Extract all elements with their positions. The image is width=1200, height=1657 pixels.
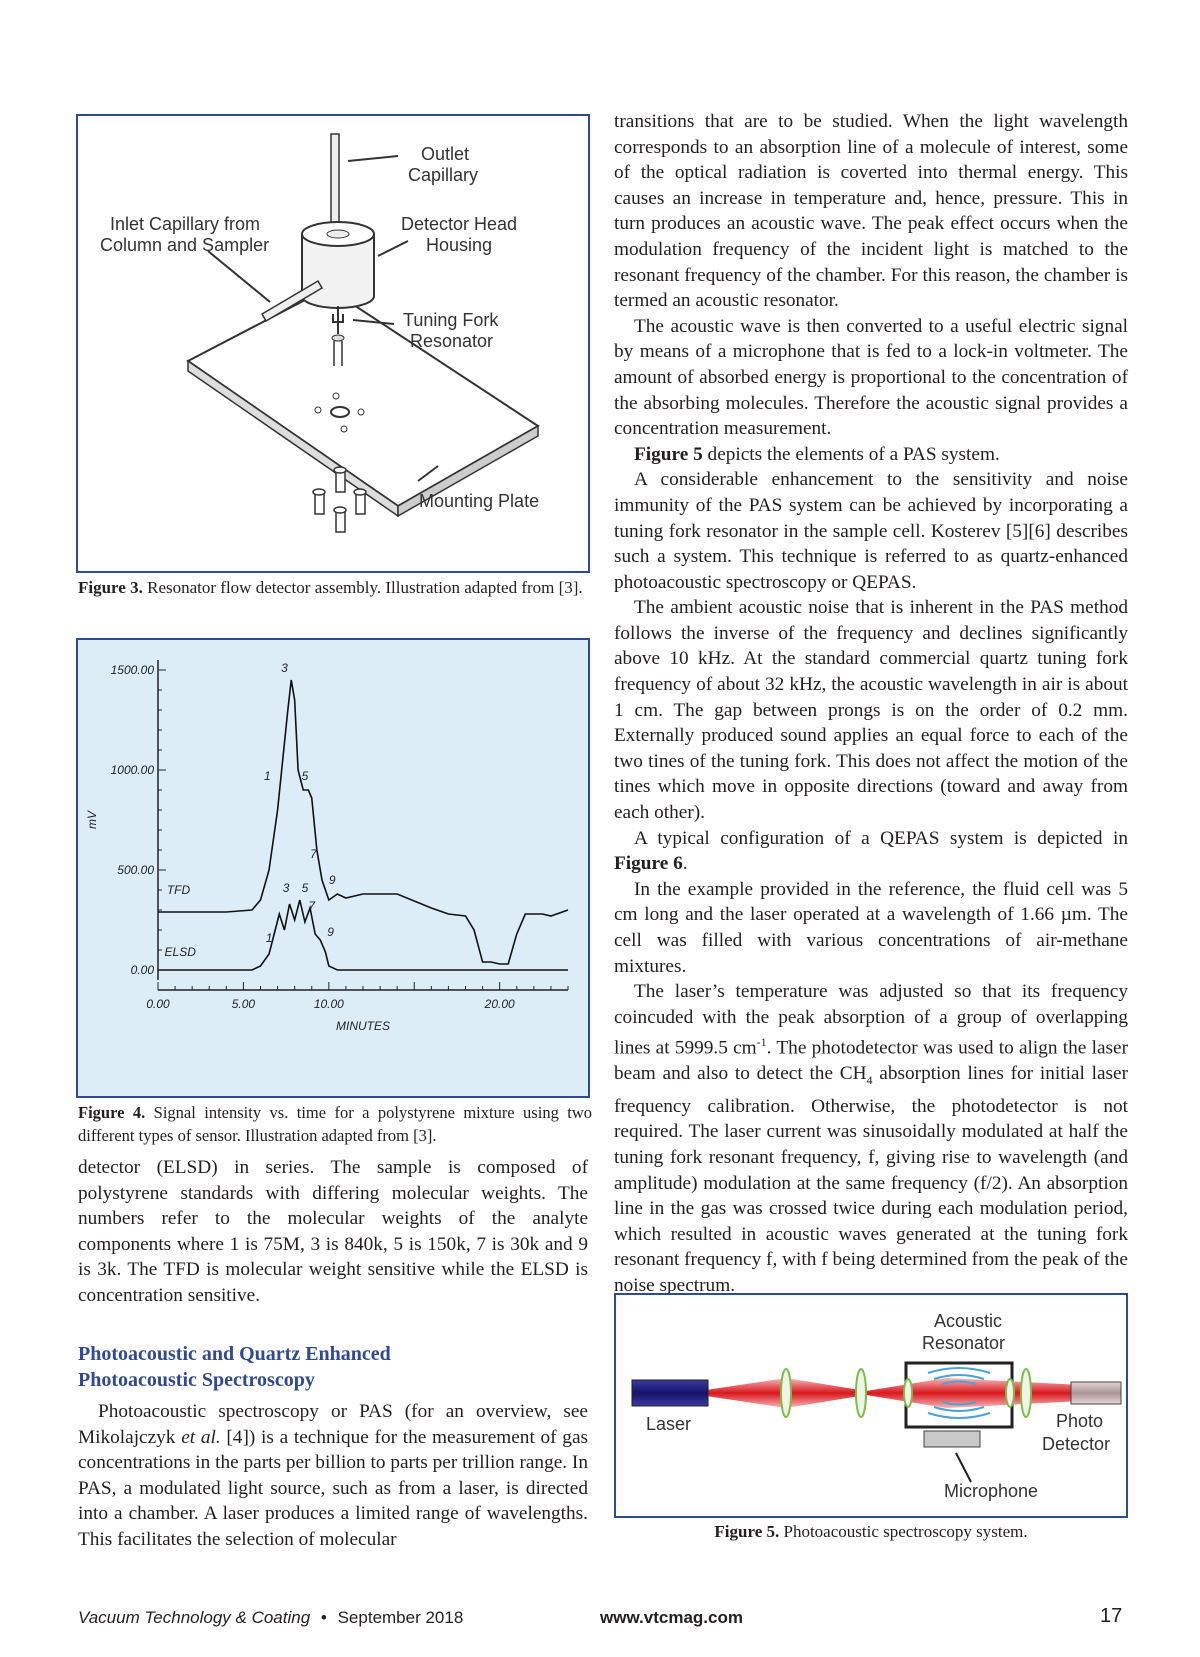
outlet-capillary xyxy=(331,134,339,230)
y-axis-label: mV xyxy=(85,811,99,829)
chart-annotation: 5 xyxy=(301,769,309,783)
lens-2 xyxy=(856,1369,866,1417)
right-paragraph-2: The acoustic wave is then converted to a useful electric signal by means of a microphone that is fed to a lock-in voltmeter. The amount of absorbed energy is proportional to the concentration of the absorbing molecules. Therefore the acoustic signal provides a concentration measurement. xyxy=(614,315,1128,440)
footer-bullet: • xyxy=(320,1608,327,1627)
right-paragraph-7: In the example provided in the reference, the fluid cell was 5 cm long and the laser operated at a wavelength of 1.66 µm. The cell was filled with various concentrations of air-methane mixtures. xyxy=(614,878,1128,977)
footer-left xyxy=(78,1608,463,1628)
label-laser: Laser xyxy=(646,1414,692,1434)
right-p6-b: . xyxy=(682,853,688,875)
figure-4-frame xyxy=(76,638,590,1098)
chart-annotation: 1 xyxy=(263,769,271,783)
lens-3 xyxy=(1021,1369,1031,1417)
right-p8-a: The laser’s temperature was adjusted so that its frequency coincuded with the peak absorption of a group of overlapping lines at 5999.5 cm xyxy=(614,981,1128,1059)
section-heading xyxy=(78,1341,578,1393)
label-outlet-2: Capillary xyxy=(408,165,479,185)
left-paragraph-2 xyxy=(78,1399,588,1553)
left-column-text xyxy=(78,1155,588,1309)
chart-annotation: 9 xyxy=(327,925,334,939)
figure-3-caption-text: Resonator flow detector assembly. Illustration adapted from [3]. xyxy=(142,578,583,597)
figure-3-illustration xyxy=(78,116,588,571)
y-tick-label: 1500.00 xyxy=(110,663,154,677)
chart-annotation: 7 xyxy=(308,899,316,913)
laser-source xyxy=(632,1380,708,1406)
figure-4-caption-text: Signal intensity vs. time for a polystyrene mixture using two different types of sensor. Illustration adapted from [3]. xyxy=(78,1103,592,1145)
x-tick-label: 5.00 xyxy=(231,997,256,1011)
label-inlet-2: Column and Sampler xyxy=(100,235,270,255)
label-tuning-2: Resonator xyxy=(410,331,494,351)
right-p8-c: absorption lines for initial laser frequency calibration. Otherwise, the photodetector is not required. The laser current was sinusoidally modulated at half the tuning fork resonant frequency, f, giving rise to wavelength (and amplitude) modulation at the same frequency (f/2). An absorption line in the gas was crossed twice during each modulation period, which resulted in acoustic waves generated at the tuning fork resonant frequency f, with f being determined from the peak of the noise spectrum. xyxy=(614,1063,1128,1296)
label-resonator: Resonator xyxy=(922,1333,1006,1353)
label-microphone: Microphone xyxy=(944,1481,1039,1501)
chart-annotation: 7 xyxy=(310,847,317,861)
label-tuning-1: Tuning Fork xyxy=(403,310,499,330)
label-inlet-1: Inlet Capillary from xyxy=(110,214,261,234)
laser-beam xyxy=(706,1378,1121,1408)
figure-5-frame xyxy=(614,1293,1128,1518)
section-heading-line-1: Photoacoustic and Quartz Enhanced xyxy=(78,1343,391,1365)
label-photo: Photo xyxy=(1056,1411,1104,1431)
right-p8-sup: -1 xyxy=(756,1035,767,1050)
lens-1 xyxy=(781,1369,791,1417)
chart-annotation: TFD xyxy=(166,883,191,897)
footer-journal: Vacuum Technology & Coating xyxy=(78,1608,311,1627)
left-column-pas-text xyxy=(78,1399,588,1553)
right-paragraph-8 xyxy=(614,979,1128,1298)
figure-5-illustration xyxy=(616,1295,1126,1516)
y-tick-label: 500.00 xyxy=(117,863,154,877)
photo-detector xyxy=(1071,1382,1121,1404)
y-tick-label: 0.00 xyxy=(130,963,154,977)
page-number: 17 xyxy=(1100,1605,1123,1627)
label-detector: Detector xyxy=(1042,1434,1111,1454)
section-heading-line-2: Photoacoustic Spectroscopy xyxy=(78,1369,315,1391)
right-p3-bold: Figure 5 xyxy=(634,443,703,465)
chart-annotation: 3 xyxy=(282,881,290,895)
right-paragraph-3 xyxy=(614,442,1128,468)
x-axis-label: MINUTES xyxy=(336,1019,390,1033)
right-p6-a: A typical configuration of a QEPAS system is depicted in xyxy=(634,827,1128,849)
x-tick-label: 10.00 xyxy=(313,997,344,1011)
right-p3-rest: depicts the elements of a PAS system. xyxy=(702,443,1000,465)
series-line-tfd xyxy=(158,680,568,964)
right-paragraph-6 xyxy=(614,826,1128,877)
chart-annotation: 1 xyxy=(265,931,273,945)
microphone xyxy=(924,1431,980,1447)
chart-annotation: ELSD xyxy=(164,945,196,959)
chart-annotation: 3 xyxy=(281,661,288,675)
right-paragraph-1: transitions that are to be studied. When the light wavelength corresponds to an absorption line of a molecule of interest, some of the optical radiation is coverted into thermal energy. This causes an increase in temperature and, hence, pressure. This in turn produces an acoustic wave. The peak effect occurs when the modulation frequency of the incident light is matched to the resonant frequency of the chamber. For this reason, the chamber is termed an acoustic resonator. xyxy=(614,111,1128,312)
figure-5-caption-label: Figure 5. xyxy=(714,1522,780,1541)
x-tick-label: 0.00 xyxy=(146,997,170,1011)
figure-4-caption xyxy=(78,1101,592,1147)
y-tick-label: 1000.00 xyxy=(110,763,154,777)
figure-3-caption-label: Figure 3. xyxy=(78,578,143,597)
figure-4-chart xyxy=(78,640,588,1096)
figure-5-caption-text: Photoacoustic spectroscopy system. xyxy=(779,1522,1028,1541)
x-tick-label: 20.00 xyxy=(484,997,515,1011)
label-detector-2: Housing xyxy=(426,235,493,255)
chart-annotation: 9 xyxy=(328,873,336,887)
label-detector-1: Detector Head xyxy=(401,214,518,234)
figure-3-caption xyxy=(78,576,588,599)
series-line-elsd xyxy=(158,900,568,970)
label-acoustic: Acoustic xyxy=(934,1311,1003,1331)
chart-annotation: 5 xyxy=(301,881,309,895)
left-p2-etal: et al. xyxy=(181,1426,221,1448)
right-p8-sub: 4 xyxy=(866,1073,873,1088)
footer-date: September 2018 xyxy=(337,1608,464,1627)
right-column-text xyxy=(614,109,1128,1299)
right-paragraph-5: The ambient acoustic noise that is inherent in the PAS method follows the inverse of the frequency and declines significantly above 10 kHz. At the standard commercial quartz tuning fork frequency of about 32 kHz, the acoustic wavelength in air is about 1 cm. The gap between prongs is on the order of 0.2 mm. Externally produced sound applies an equal force to each of the two tines of the tuning fork. This does not affect the motion of the tines which move in opposite directions (toward and away from each other). xyxy=(614,597,1128,824)
left-paragraph-1: detector (ELSD) in series. The sample is composed of polystyrene standards with differing molecular weights. The numbers refer to the molecular weights of the analyte components where 1 is 75M, 3 is 840k, 5 is 150k, 7 is 30k and 9 is 3k. The TFD is molecular weight sensitive while the ELSD is concentration sensitive. xyxy=(78,1157,588,1306)
left-p2-b: [4]) is a technique for the measurement of gas concentrations in the parts per billion to parts per trillion range. In PAS, a modulated light source, such as from a laser, is directed into a chamber. A laser produces a limited range of wavelengths. This facilitates the selection of molecular xyxy=(78,1426,589,1550)
right-p8-b: . The photodetector was used to align the laser beam and also to detect the CH xyxy=(614,1037,1128,1085)
left-p2-a: Photoacoustic spectroscopy or PAS (for an overview, see Mikolajczyk xyxy=(78,1401,588,1448)
figure-4-caption-label: Figure 4. xyxy=(78,1103,146,1122)
right-paragraph-4: A considerable enhancement to the sensitivity and noise immunity of the PAS system can be achieved by incorporating a tuning fork resonator in the sample cell. Kosterev [5][6] describes such a system. This technique is referred to as quartz-enhanced photoacoustic spectroscopy or QEPAS. xyxy=(614,469,1128,593)
figure-5-caption xyxy=(614,1520,1128,1543)
label-mounting-plate: Mounting Plate xyxy=(419,491,540,511)
footer-url[interactable]: www.vtcmag.com xyxy=(600,1608,743,1627)
figure-3-frame xyxy=(76,114,590,573)
right-p6-bold: Figure 6 xyxy=(614,853,683,875)
label-outlet-1: Outlet xyxy=(421,144,470,164)
